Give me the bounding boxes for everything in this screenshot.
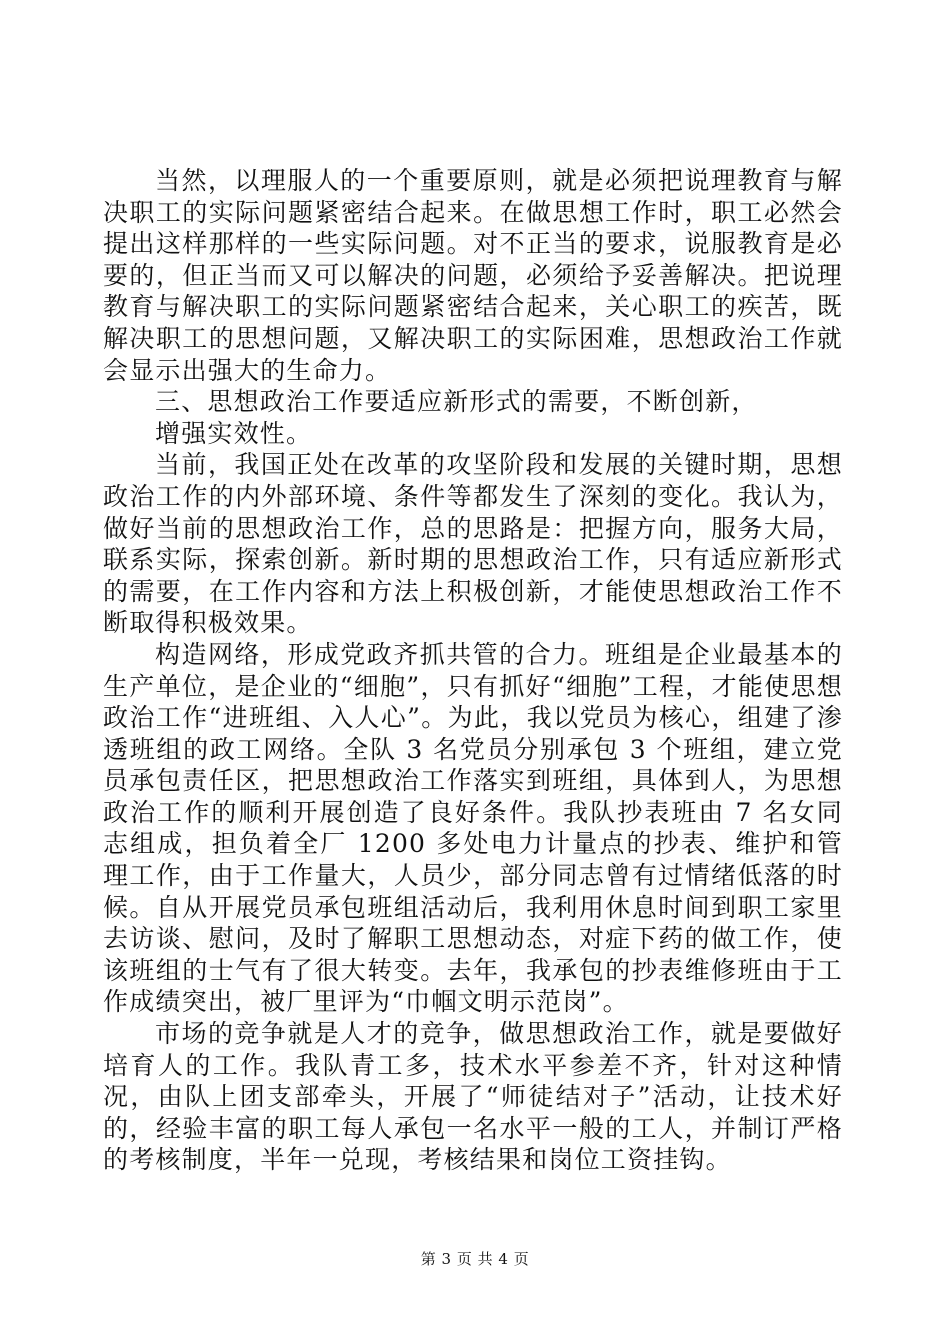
document-body — [103, 165, 843, 1176]
paragraph-network-building: 构造网络，形成党政齐抓共管的合力。班组是企业最基本的生产单位，是企业的“细胞”，只有抓好“细胞”工程，才能使思想政治工作“进班组、入人心”。为此，我以党员为核心，组建了渗透班组的政工网络。全队 3 名党员分别承包 3 个班组，建立党员承包责任区，把思想政治工作落实到班组，具体到人，为思想政治工作的顺利开展创造了良好条件。我队抄表班由 7 名女同志组成，担负着全厂 1200 多处电力计量点的抄表、维护和管理工作，由于工作量大，人员少，部分同志曾有过情绪低落的时候。自从开展党员承包班组活动后，我利用休息时间到职工家里去访谈、慰问，及时了解职工思想动态，对症下药的做工作，使该班组的士气有了很大转变。去年，我承包的抄表维修班由于工作成绩突出，被厂里评为“巾帼文明示范岗”。 — [103, 639, 843, 1017]
paragraph-reasoning-principle: 当然，以理服人的一个重要原则，就是必须把说理教育与解决职工的实际问题紧密结合起来。在做思想工作时，职工必然会提出这样那样的一些实际问题。对不正当的要求，说服教育是必要的，但正当而又可以解决的问题，必须给予妥善解决。把说理教育与解决职工的实际问题紧密结合起来，关心职工的疾苦，既解决职工的思想问题，又解决职工的实际困难，思想政治工作就会显示出强大的生命力。 — [103, 166, 843, 385]
section-heading-line-1: 三、思想政治工作要适应新形式的需要，不断创新， — [155, 387, 758, 417]
page-number-footer: 第 3 页 共 4 页 — [420, 1250, 530, 1268]
section-heading-line-2: 增强实效性。 — [155, 418, 313, 448]
paragraph-current-situation: 当前，我国正处在改革的攻坚阶段和发展的关键时期，思想政治工作的内外部环境、条件等都发生了深刻的变化。我认为，做好当前的思想政治工作，总的思路是：把握方向，服务大局，联系实际，探索创新。新时期的思想政治工作，只有适应新形式的需要，在工作内容和方法上积极创新，才能使思想政治工作不断取得积极效果。 — [103, 450, 843, 638]
paragraph-talent-competition: 市场的竞争就是人才的竞争，做思想政治工作，就是要做好培育人的工作。我队青工多，技术水平参差不齐，针对这种情况，由队上团支部牵头，开展了“师徒结对子”活动，让技术好的，经验丰富的职工每人承包一名水平一般的工人，并制订严格的考核制度，半年一兑现，考核结果和岗位工资挂钩。 — [103, 1019, 843, 1175]
